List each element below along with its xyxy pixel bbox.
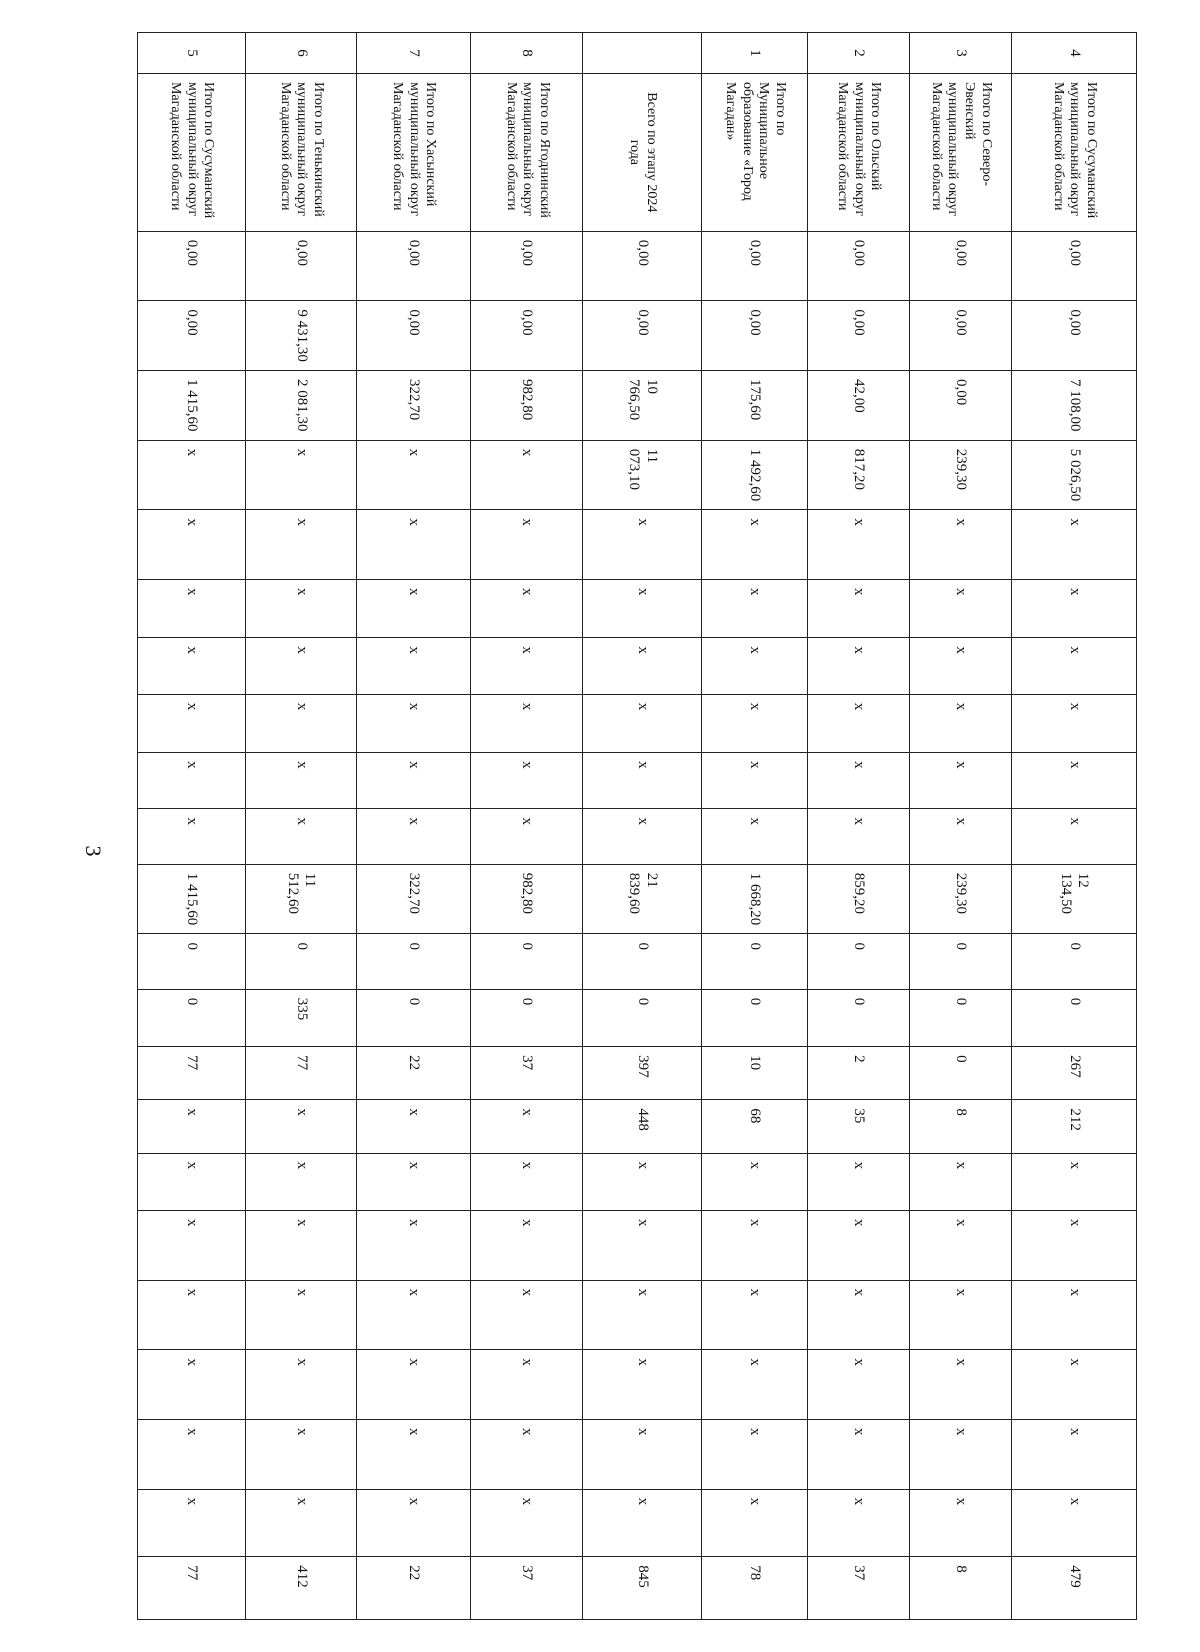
value-cell: x (246, 1153, 356, 1210)
value-cell: x (246, 1489, 356, 1557)
value-cell: x (471, 580, 583, 638)
value-cell: x (471, 809, 583, 864)
value-cell: x (910, 1280, 1012, 1350)
value-cell: 1 668,20 (702, 864, 808, 934)
value-cell: x (246, 809, 356, 864)
value-cell: x (356, 753, 471, 809)
value-cell: x (583, 1350, 702, 1420)
row-label-cell: Итого по Муниципальное образование «Город Магадан» (702, 73, 808, 231)
table-row (808, 33, 910, 1620)
value-cell: 0 (138, 934, 246, 989)
value-cell: 0,00 (583, 301, 702, 371)
value-cell: 859,20 (808, 864, 910, 934)
value-cell: x (583, 1211, 702, 1281)
value-cell: 7 108,00 (1011, 371, 1136, 441)
value-cell: 1 415,60 (138, 864, 246, 934)
row-number-cell: 2 (808, 33, 910, 74)
value-cell: x (138, 580, 246, 638)
value-cell: x (356, 1280, 471, 1350)
value-cell: 982,80 (471, 371, 583, 441)
table-row (246, 33, 356, 1620)
value-cell: 0 (1011, 989, 1136, 1046)
value-cell: x (138, 1280, 246, 1350)
value-cell: 0 (471, 989, 583, 1046)
value-cell: x (246, 580, 356, 638)
row-number-cell: 7 (356, 33, 471, 74)
summary-table (137, 32, 1137, 1620)
table-row (583, 33, 702, 1620)
value-cell: 0,00 (910, 301, 1012, 371)
value-cell: x (1011, 1153, 1136, 1210)
value-cell: x (246, 1280, 356, 1350)
value-cell: x (356, 510, 471, 580)
value-cell: 2 (808, 1047, 910, 1100)
value-cell: x (702, 809, 808, 864)
value-cell: x (356, 1489, 471, 1557)
value-cell: x (138, 753, 246, 809)
value-cell: x (583, 510, 702, 580)
value-cell: 212 (1011, 1100, 1136, 1153)
value-cell: 11 512,60 (246, 864, 356, 934)
page-number: 3 (81, 845, 106, 857)
value-cell: x (356, 1350, 471, 1420)
value-cell: x (808, 1350, 910, 1420)
table-row (138, 33, 246, 1620)
value-cell: x (808, 638, 910, 694)
value-cell: 0,00 (1011, 301, 1136, 371)
value-cell: 37 (808, 1557, 910, 1620)
value-cell: x (702, 1280, 808, 1350)
value-cell: 0 (583, 934, 702, 989)
value-cell: 175,60 (702, 371, 808, 441)
value-cell: x (138, 809, 246, 864)
value-cell: 8 (910, 1557, 1012, 1620)
value-cell: x (702, 1350, 808, 1420)
value-cell: x (910, 753, 1012, 809)
value-cell: x (138, 1489, 246, 1557)
value-cell: x (910, 1153, 1012, 1210)
value-cell: x (356, 694, 471, 752)
value-cell: 0 (246, 934, 356, 989)
value-cell: x (246, 1100, 356, 1153)
value-cell: 0,00 (138, 301, 246, 371)
table-row (471, 33, 583, 1620)
value-cell: x (356, 580, 471, 638)
value-cell: x (138, 1419, 246, 1489)
value-cell: 0,00 (1011, 231, 1136, 301)
value-cell: x (356, 809, 471, 864)
value-cell: x (808, 753, 910, 809)
value-cell: 0 (808, 934, 910, 989)
value-cell: 0 (471, 934, 583, 989)
value-cell: 2 081,30 (246, 371, 356, 441)
value-cell: x (471, 1280, 583, 1350)
value-cell: 0 (702, 989, 808, 1046)
value-cell: 0,00 (910, 231, 1012, 301)
value-cell: 0 (702, 934, 808, 989)
row-number-cell: 4 (1011, 33, 1136, 74)
value-cell: 0 (356, 989, 471, 1046)
value-cell: x (246, 440, 356, 510)
value-cell: x (356, 1419, 471, 1489)
value-cell: x (583, 753, 702, 809)
value-cell: x (702, 753, 808, 809)
value-cell: x (246, 753, 356, 809)
value-cell: 78 (702, 1557, 808, 1620)
value-cell: 0,00 (471, 301, 583, 371)
value-cell: x (583, 1489, 702, 1557)
value-cell: 8 (910, 1100, 1012, 1153)
value-cell: 845 (583, 1557, 702, 1620)
value-cell: x (702, 1419, 808, 1489)
value-cell: 0 (1011, 934, 1136, 989)
value-cell: x (1011, 1419, 1136, 1489)
value-cell: x (471, 753, 583, 809)
value-cell: 1 415,60 (138, 371, 246, 441)
value-cell: x (138, 1211, 246, 1281)
value-cell: x (471, 510, 583, 580)
row-label-cell: Итого по Ольский муниципальный округ Магаданской области (808, 73, 910, 231)
row-label-cell: Итого по Ягоднинский муниципальный округ Магаданской области (471, 73, 583, 231)
value-cell: x (1011, 1211, 1136, 1281)
value-cell: x (583, 1153, 702, 1210)
table-row (356, 33, 471, 1620)
value-cell: x (138, 1153, 246, 1210)
value-cell: 479 (1011, 1557, 1136, 1620)
value-cell: 12 134,50 (1011, 864, 1136, 934)
value-cell: x (471, 1100, 583, 1153)
row-label-cell: Итого по Сусуманский муниципальный округ Магаданской области (138, 73, 246, 231)
value-cell: x (702, 1489, 808, 1557)
value-cell: x (910, 510, 1012, 580)
rotated-table-wrapper (137, 32, 1137, 1620)
value-cell: 448 (583, 1100, 702, 1153)
row-label-cell: Итого по Хасынский муниципальный округ Магаданской области (356, 73, 471, 231)
value-cell: x (138, 510, 246, 580)
value-cell: x (910, 1211, 1012, 1281)
table-row (702, 33, 808, 1620)
value-cell: x (910, 1419, 1012, 1489)
row-number-cell (583, 33, 702, 74)
value-cell: 0 (138, 989, 246, 1046)
row-number-cell: 1 (702, 33, 808, 74)
value-cell: x (583, 694, 702, 752)
value-cell: 0,00 (702, 231, 808, 301)
value-cell: x (910, 1489, 1012, 1557)
value-cell: 0 (910, 989, 1012, 1046)
value-cell: 0,00 (808, 231, 910, 301)
value-cell: x (910, 580, 1012, 638)
value-cell: 239,30 (910, 440, 1012, 510)
value-cell: 0,00 (356, 301, 471, 371)
value-cell: 982,80 (471, 864, 583, 934)
value-cell: x (471, 440, 583, 510)
value-cell: x (583, 1280, 702, 1350)
value-cell: 0,00 (910, 371, 1012, 441)
value-cell: x (356, 638, 471, 694)
value-cell: x (808, 1489, 910, 1557)
row-label-cell: Итого по Северо-Эвенский муниципальный округ Магаданской области (910, 73, 1012, 231)
value-cell: x (356, 1153, 471, 1210)
value-cell: 0,00 (246, 231, 356, 301)
value-cell: x (246, 638, 356, 694)
value-cell: 0,00 (471, 231, 583, 301)
value-cell: x (583, 1419, 702, 1489)
value-cell: x (808, 1211, 910, 1281)
value-cell: x (138, 440, 246, 510)
value-cell: x (583, 638, 702, 694)
row-number-cell: 5 (138, 33, 246, 74)
value-cell: x (471, 1350, 583, 1420)
value-cell: 9 431,30 (246, 301, 356, 371)
value-cell: 11 073,10 (583, 440, 702, 510)
value-cell: 0 (356, 934, 471, 989)
value-cell: x (702, 1211, 808, 1281)
value-cell: x (702, 510, 808, 580)
value-cell: x (583, 580, 702, 638)
value-cell: x (471, 1489, 583, 1557)
value-cell: x (1011, 1489, 1136, 1557)
value-cell: x (1011, 809, 1136, 864)
value-cell: 0,00 (702, 301, 808, 371)
value-cell: x (808, 694, 910, 752)
value-cell: x (138, 1350, 246, 1420)
value-cell: x (910, 638, 1012, 694)
value-cell: x (1011, 1350, 1136, 1420)
value-cell: x (246, 510, 356, 580)
value-cell: 0 (808, 989, 910, 1046)
value-cell: x (1011, 638, 1136, 694)
value-cell: 0 (910, 1047, 1012, 1100)
value-cell: 322,70 (356, 371, 471, 441)
value-cell: x (1011, 580, 1136, 638)
value-cell: x (246, 694, 356, 752)
value-cell: x (356, 1100, 471, 1153)
table-row (1011, 33, 1136, 1620)
value-cell: x (471, 638, 583, 694)
value-cell: 77 (246, 1047, 356, 1100)
value-cell: x (471, 1153, 583, 1210)
value-cell: x (702, 1153, 808, 1210)
value-cell: 397 (583, 1047, 702, 1100)
value-cell: x (808, 1153, 910, 1210)
value-cell: 322,70 (356, 864, 471, 934)
table-body (138, 33, 1137, 1620)
value-cell: 10 (702, 1047, 808, 1100)
value-cell: x (702, 580, 808, 638)
value-cell: 77 (138, 1047, 246, 1100)
value-cell: x (246, 1419, 356, 1489)
value-cell: x (138, 694, 246, 752)
value-cell: 0 (583, 989, 702, 1046)
value-cell: x (1011, 510, 1136, 580)
value-cell: 412 (246, 1557, 356, 1620)
value-cell: x (910, 1350, 1012, 1420)
value-cell: 77 (138, 1557, 246, 1620)
value-cell: x (702, 638, 808, 694)
value-cell: x (1011, 753, 1136, 809)
value-cell: 21 839,60 (583, 864, 702, 934)
value-cell: x (808, 1419, 910, 1489)
value-cell: x (246, 1350, 356, 1420)
value-cell: x (356, 440, 471, 510)
value-cell: 0 (910, 934, 1012, 989)
value-cell: 22 (356, 1047, 471, 1100)
value-cell: x (808, 1280, 910, 1350)
value-cell: x (910, 694, 1012, 752)
value-cell: 267 (1011, 1047, 1136, 1100)
value-cell: x (583, 809, 702, 864)
value-cell: x (471, 694, 583, 752)
value-cell: 0,00 (138, 231, 246, 301)
value-cell: x (138, 1100, 246, 1153)
value-cell: 1 492,60 (702, 440, 808, 510)
row-label-cell: Итого по Тенькинский муниципальный округ Магаданской области (246, 73, 356, 231)
value-cell: 335 (246, 989, 356, 1046)
value-cell: 0,00 (583, 231, 702, 301)
value-cell: x (246, 1211, 356, 1281)
row-label-cell: Всего по этапу 2024 года (583, 73, 702, 231)
value-cell: 22 (356, 1557, 471, 1620)
row-label-cell: Итого по Сусуманский муниципальный округ Магаданской области (1011, 73, 1136, 231)
value-cell: x (1011, 1280, 1136, 1350)
value-cell: x (356, 1211, 471, 1281)
value-cell: 817,20 (808, 440, 910, 510)
value-cell: 68 (702, 1100, 808, 1153)
value-cell: x (138, 638, 246, 694)
value-cell: x (808, 580, 910, 638)
table-row (910, 33, 1012, 1620)
value-cell: 35 (808, 1100, 910, 1153)
row-number-cell: 8 (471, 33, 583, 74)
value-cell: x (910, 809, 1012, 864)
row-number-cell: 6 (246, 33, 356, 74)
value-cell: x (1011, 694, 1136, 752)
value-cell: x (808, 809, 910, 864)
value-cell: 0,00 (808, 301, 910, 371)
value-cell: x (808, 510, 910, 580)
value-cell: 10 766,50 (583, 371, 702, 441)
value-cell: 0,00 (356, 231, 471, 301)
value-cell: 5 026,50 (1011, 440, 1136, 510)
value-cell: 239,30 (910, 864, 1012, 934)
value-cell: x (471, 1419, 583, 1489)
value-cell: x (471, 1211, 583, 1281)
value-cell: 42,00 (808, 371, 910, 441)
value-cell: 37 (471, 1047, 583, 1100)
row-number-cell: 3 (910, 33, 1012, 74)
value-cell: x (702, 694, 808, 752)
value-cell: 37 (471, 1557, 583, 1620)
